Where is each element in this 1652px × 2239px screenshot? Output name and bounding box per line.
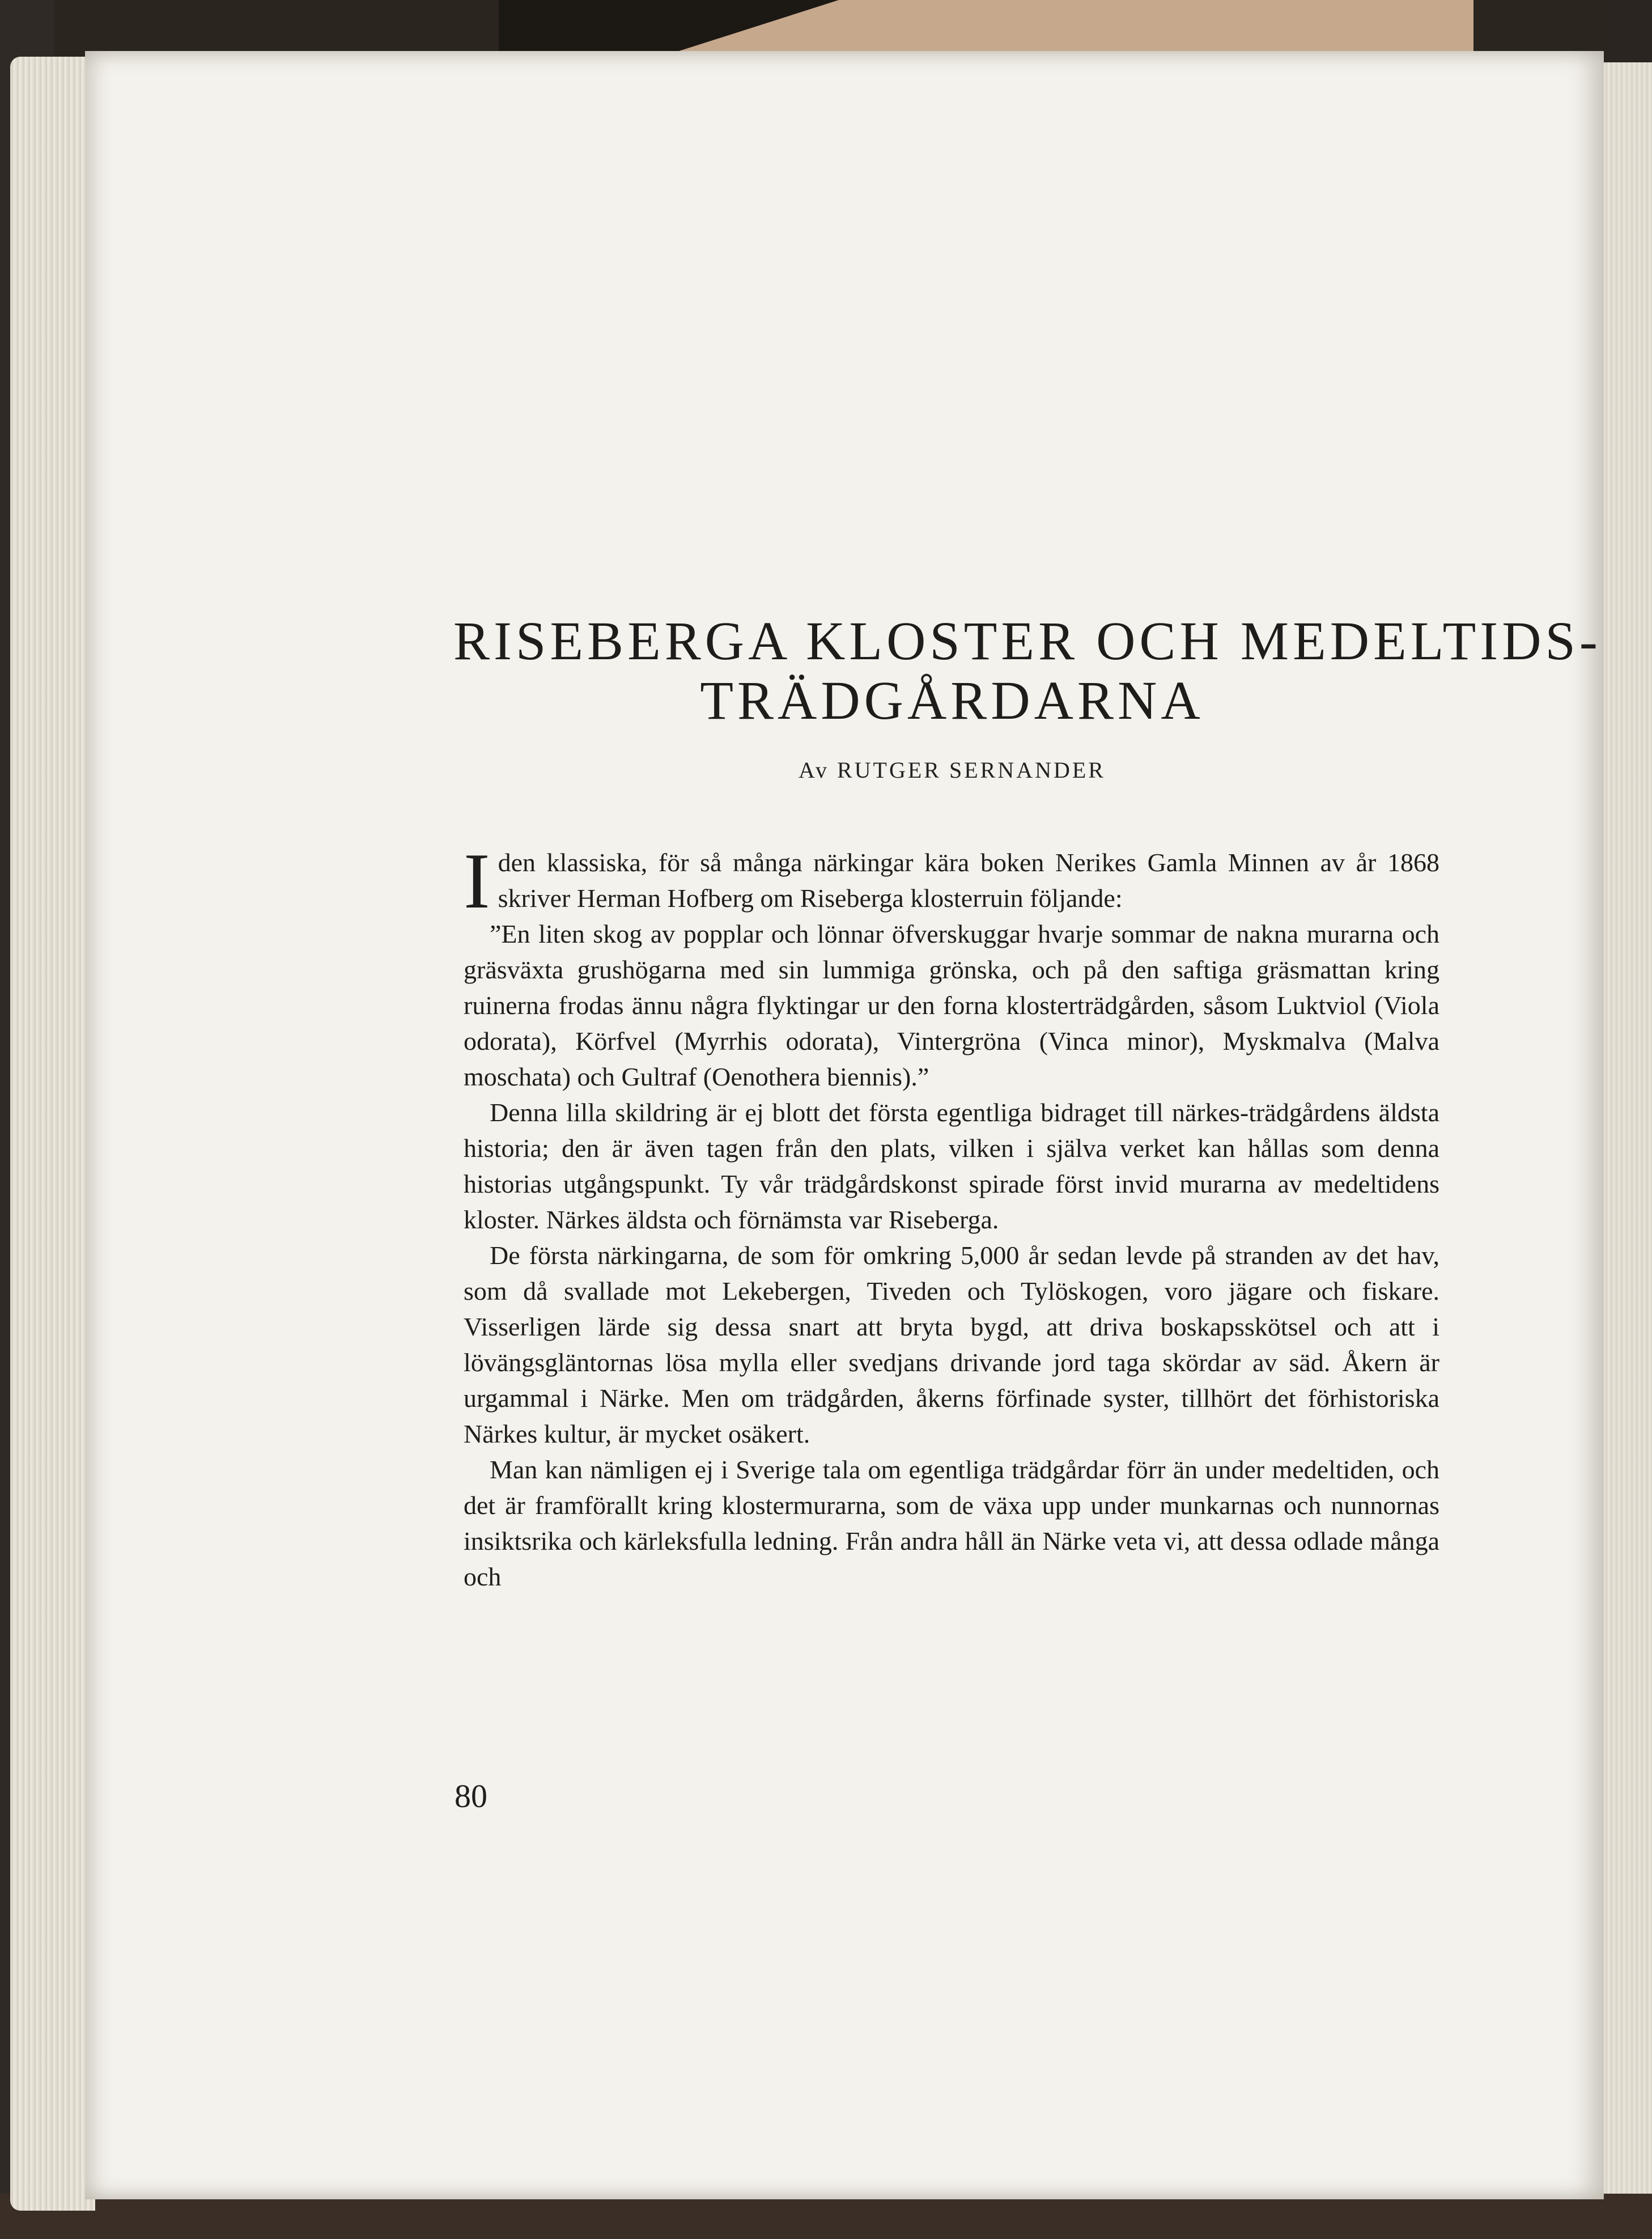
paragraph-2: ”En liten skog av popplar och lönnar öfverskuggar hvarje sommar de nakna murarna och gräsväxta grushögarna med sin lummiga grönska, och på den saftiga gräsmattan kring ruinerna frodas ännu några flyktingar ur den forna klosterträdgården, såsom Luktviol (Viola odorata), Körfvel (Myrrhis odorata), Vintergröna (Vinca minor), Myskmalva (Malva moschata) och Gultraf (Oenothera biennis).” <box>464 919 1439 1091</box>
background-bottom <box>0 2194 1652 2239</box>
article-title-line-2: TRÄDGÅRDARNA <box>700 670 1204 731</box>
drop-cap: I <box>464 837 490 925</box>
paragraph-1 <box>464 837 1439 925</box>
page-number: 80 <box>455 1778 487 1814</box>
page-edges-right <box>1604 62 1652 2194</box>
paragraph-5: Man kan nämligen ej i Sverige tala om egentliga trädgårdar förr än under medeltiden, och det är framförallt kring klostermurarna, som de växa upp under munkarnas och nunnornas insiktsrika och kärleksfulla ledning. Från andra håll än Närke veta vi, att dessa odlade många och <box>464 1455 1439 1591</box>
article-byline: Av RUTGER SERNANDER <box>799 757 1106 783</box>
article-body <box>464 837 1439 1595</box>
paragraph-text: den klassiska, för så många närkingar kära boken Nerikes Gamla Minnen av år 1868 skriver Herman Hofberg om Riseberga klosterruin följande: <box>498 848 1439 913</box>
paragraph-3: Denna lilla skildring är ej blott det första egentliga bidraget till närkes-trädgårdens äldsta historia; den är även tagen från den plats, vilken i själva verket kan hållas som denna historias utgångspunkt. Ty vår trädgårdskonst spirade först invid murarna av medeltidens kloster. Närkes äldsta och förnämsta var Riseberga. <box>464 1098 1439 1234</box>
paragraph-4: De första närkingarna, de som för omkring 5,000 år sedan levde på stranden av det hav, som då svallade mot Lekebergen, Tiveden och Tylöskogen, voro jägare och fiskare. Visserligen lärde sig dessa snart att bryta bygd, att driva boskapsskötsel och att i lövängsgläntornas lösa mylla eller svedjans drivande jord taga skördar av säd. Åkern är urgammal i Närke. Men om trädgården, åkerns förfinade syster, tillhört det förhistoriska Närkes kultur, är mycket osäkert. <box>464 1241 1439 1448</box>
page-edges-left <box>10 57 95 2211</box>
article-title-line-1: RISEBERGA KLOSTER OCH MEDELTIDS- <box>453 610 1602 671</box>
